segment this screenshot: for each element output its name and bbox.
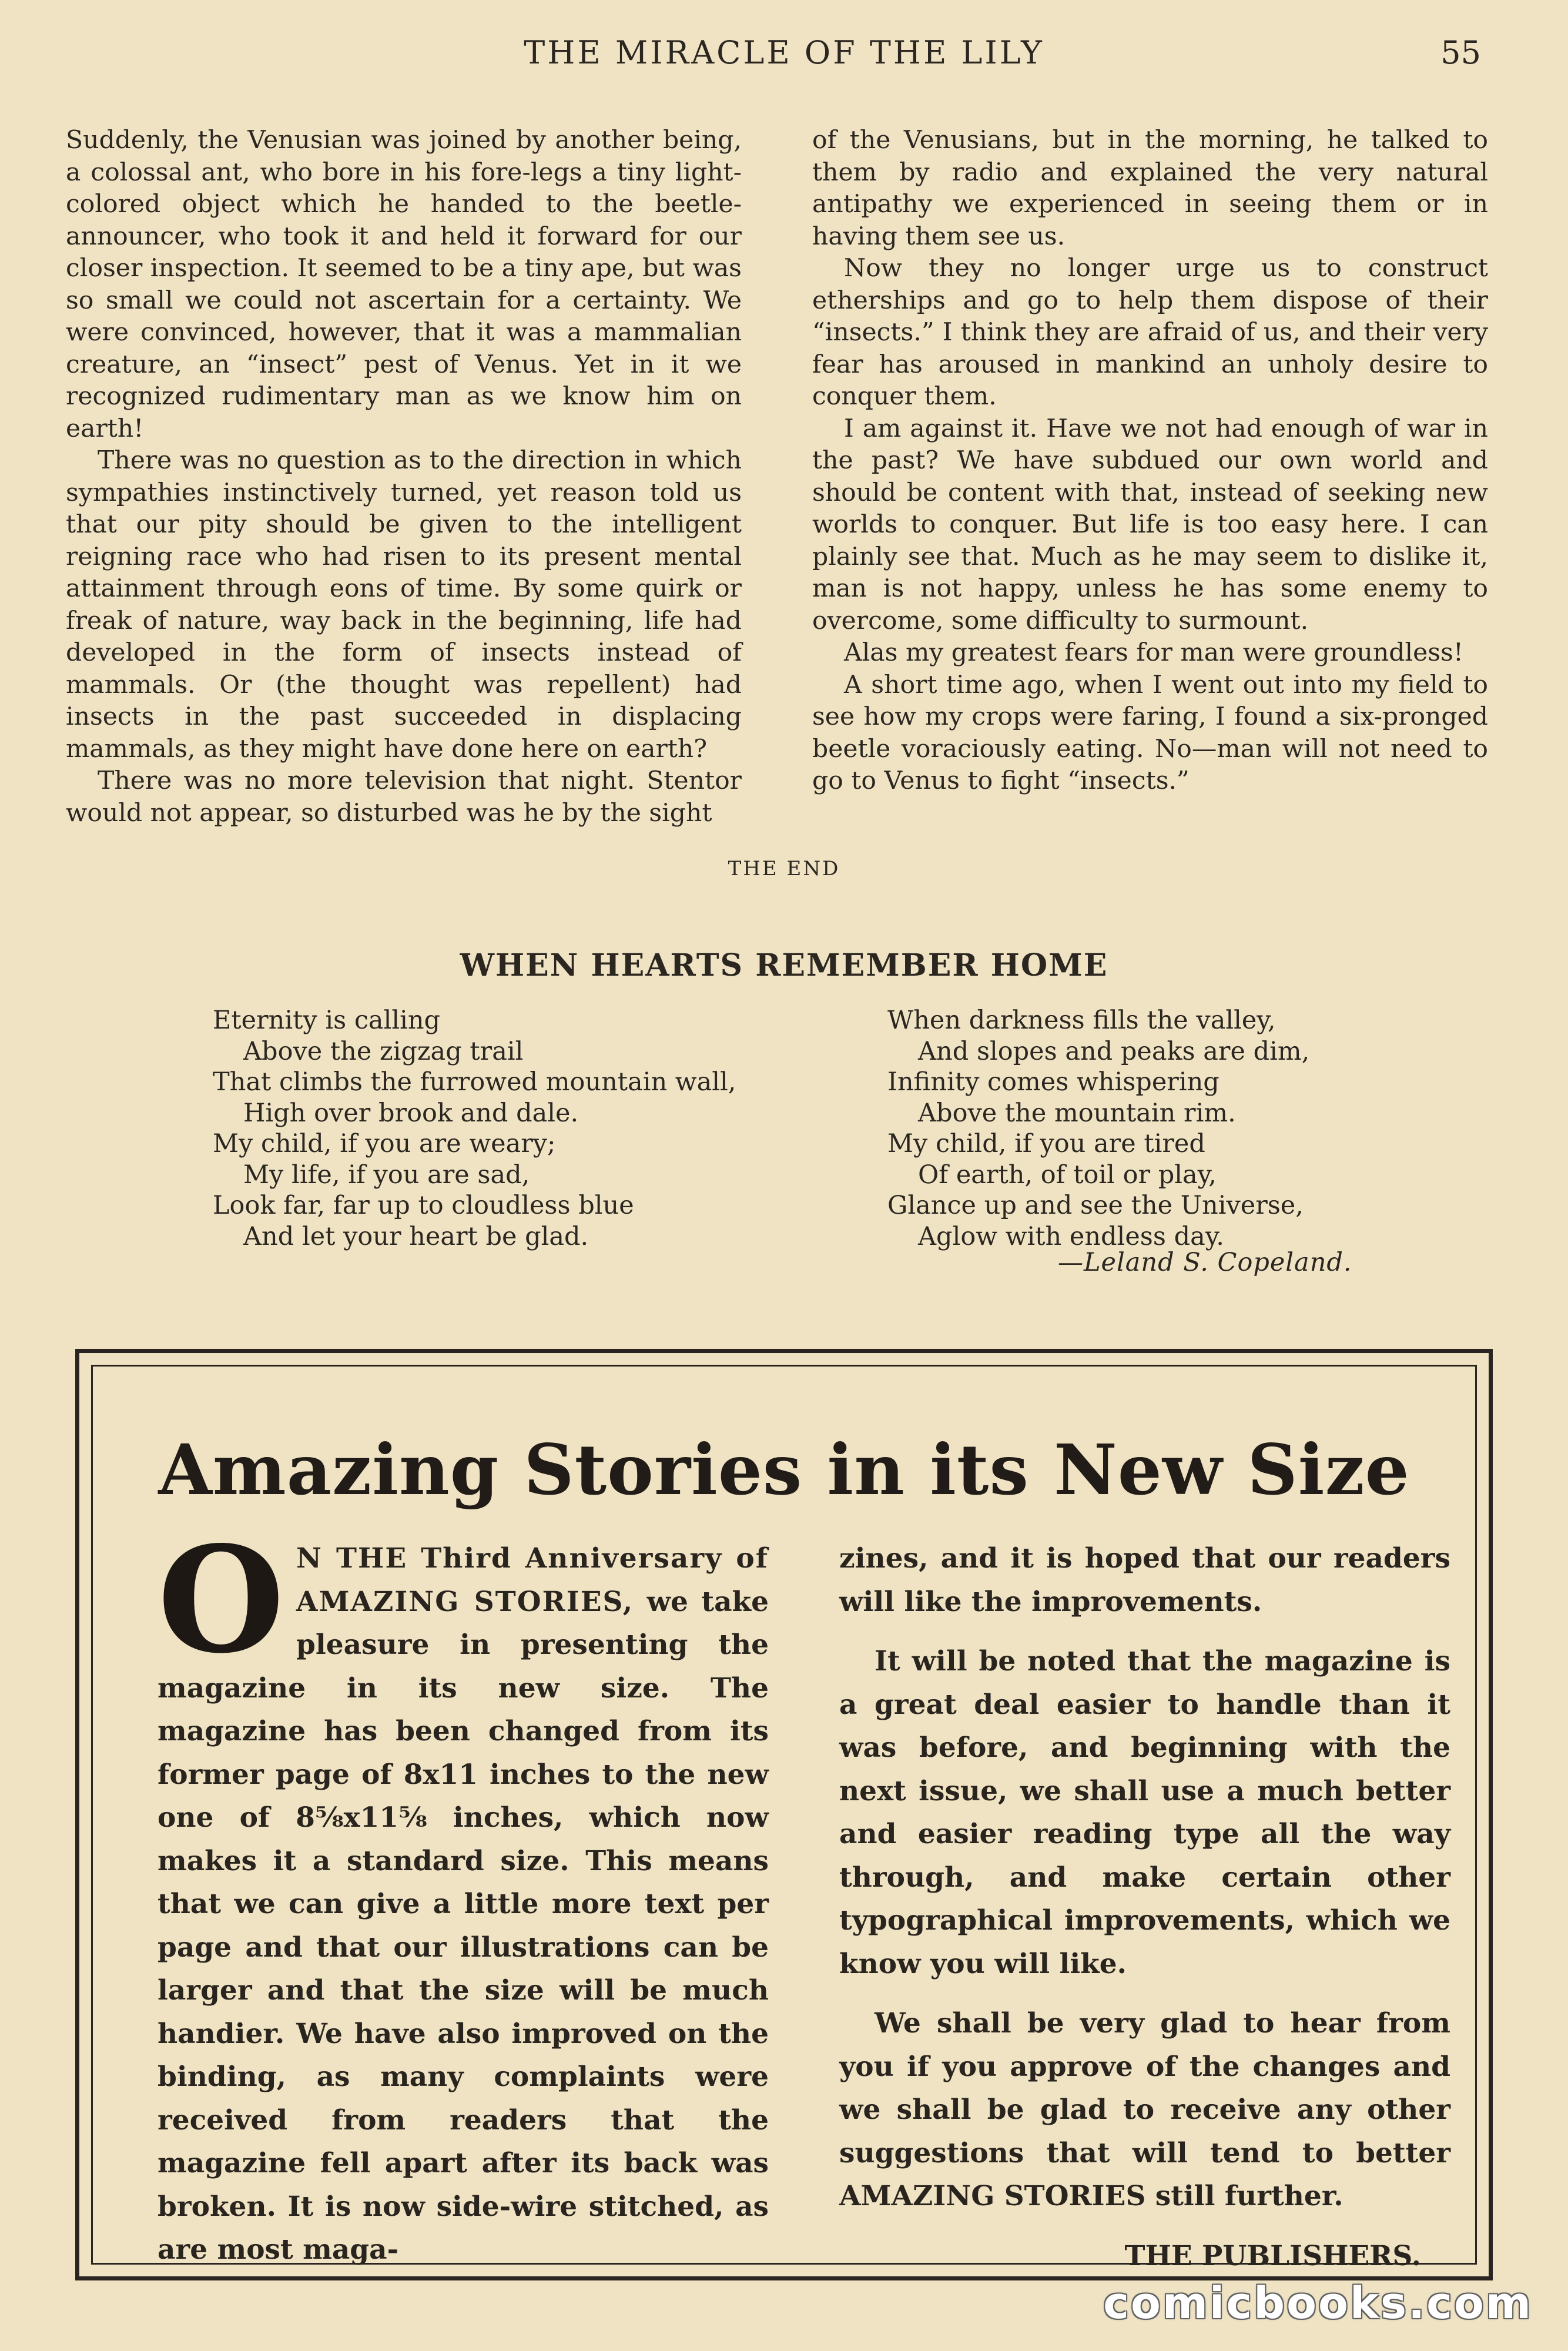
story-paragraph: A short time ago, when I went out into my field to see how my crops were faring, I found a six-pronged beetle voraciously eating. No—man will not need to go to Venus to fight “insects.” [812,670,1488,795]
poem-line: Infinity comes whispering [887,1067,1219,1097]
source-watermark: comicbooks.com [1103,2278,1533,2329]
announcement-box [75,1349,1493,2280]
lead-caps: N THE Third Anniversary of AMAZING STORIES, [296,1542,769,1618]
poem-author: —Leland S. Copeland. [1058,1248,1352,1277]
poem-line: Look far, far up to cloudless blue [213,1191,634,1220]
announcement-inner-border [91,1365,1477,2272]
poem-line: Above the mountain rim. [918,1098,1236,1128]
announcement-title: Amazing Stories in its New Size [158,1429,1410,1511]
running-head [0,31,1568,78]
story-left-column [66,125,742,829]
story-right-column [812,125,1488,798]
poem-line: High over brook and dale. [243,1098,579,1128]
story-paragraph: There was no question as to the direction in which sympathies instinctively turned, yet reason told us that our pity should be given to the intelligent reigning race who had risen to its present mental attainment through eons of time. By some quirk or freak of nature, way back in the beginning, life had developed in the form of insects instead of mammals. Or (the thought was repellent) had insects in the past succeeded in displacing mammals, as they might have done here on earth? [66,446,742,763]
poem-line: My child, if you are weary; [213,1129,556,1158]
story-paragraph: Suddenly, the Venusian was joined by another being, a colossal ant, who bore in his fore-legs a tiny light-colored object which he handed to the beetle-announcer, who took it and held it forward for our closer inspection. It seemed to be a tiny ape, but was so small we could not ascertain for a certainty. We were convinced, however, that it was a mammalian creature, an “insect” pest of Venus. Yet in it we recognized rudimentary man as we know him on earth! [66,126,742,443]
poem-line: That climbs the furrowed mountain wall, [213,1067,736,1097]
announcement-right-column [839,1537,1450,2294]
poem-line: Glance up and see the Universe, [887,1191,1304,1220]
poem-line: Eternity is calling [213,1006,441,1035]
poem-line: When darkness fills the valley, [887,1006,1276,1035]
poem-line: And let your heart be glad. [243,1221,589,1251]
poem-line: Aglow with endless day. [918,1221,1224,1251]
poem-stanza-1 [213,1005,830,1252]
poem-stanza-2 [887,1005,1505,1252]
the-end-marker: THE END [728,857,840,880]
poem-line: And slopes and peaks are dim, [918,1036,1310,1066]
story-paragraph: I am against it. Have we not had enough of war in the past? We have subdued our own world and should be content with that, instead of seeking new worlds to conquer. But life is too easy here. I can plainly see that. Much as he may seem to dislike it, man is not happy, unless he has some enemy to overcome, some difficulty to surmount. [812,414,1488,635]
announcement-paragraph: It will be noted that the magazine is a great deal easier to handle than it was before, and beginning with the next issue, we shall use a much better and easier reading type all the way through, and make certain other typographical improvements, which we know you will like. [839,1645,1450,1980]
announcement-left-column [158,1515,769,2288]
poem-line: Above the zigzag trail [243,1036,524,1066]
drop-cap: O [158,1515,285,1686]
running-title: THE MIRACLE OF THE LILY [524,34,1044,71]
story-paragraph: Now they no longer urge us to construct etherships and go to help them dispose of their “insects.” I think they are afraid of us, and their very fear has aroused in mankind an unholy desire to conquer them. [812,254,1488,411]
story-paragraph: of the Venusians, but in the morning, he talked to them by radio and explained the very natural antipathy we experienced in seeing them or in having them see us. [812,126,1488,251]
story-text [66,125,1505,828]
story-paragraph: Alas my greatest fears for man were groundless! [844,638,1463,667]
poem-line: My child, if you are tired [887,1129,1205,1158]
poem-line: My life, if you are sad, [243,1160,530,1190]
announcement-paragraph: zines, and it is hoped that our readers will like the improvements. [839,1542,1450,1618]
announcement-paragraph [158,1515,769,2272]
story-paragraph: There was no more television that night. Stentor would not appear, so disturbed was he by the sight [66,766,742,828]
publishers-signature: THE PUBLISHERS. [1124,2239,1421,2272]
poem-line: Of earth, of toil or play, [918,1160,1217,1190]
announcement-paragraph: We shall be very glad to hear from you if you approve of the changes and we shall be glad to receive any other suggestions that will tend to better AMAZING STORIES still further. [839,2007,1450,2212]
page-number: 55 [1440,34,1481,71]
announcement-text: we take pleasure in presenting the magazine in its new size. The magazine has been changed from its former page of 8x11 inches to the new one of 8⅝x11⅝ inches, which now makes it a standard size. This means that we can give a little more text per page and that our illustrations can be larger and that the size will be much handier. We have also improved on the binding, as many complaints were received from readers that the magazine fell apart after its back was broken. It is now side-wire stitched, as are most maga- [158,1585,769,2266]
poem-title: WHEN HEARTS REMEMBER HOME [460,947,1108,983]
